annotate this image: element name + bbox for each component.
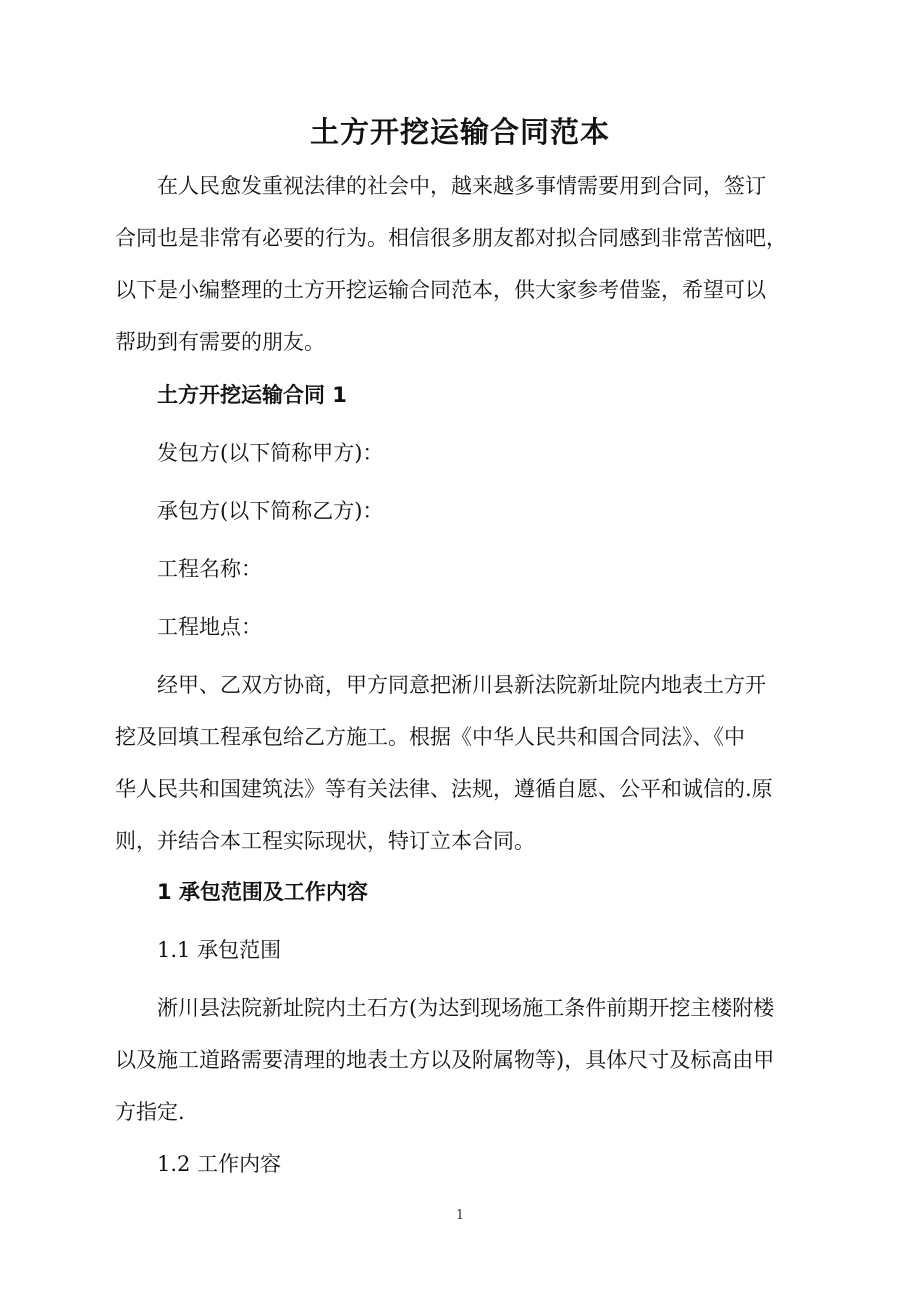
section-1-title: 1 承包范围及工作内容: [157, 880, 368, 904]
party-b-line: [115, 485, 805, 537]
section-1-1-heading: [115, 924, 805, 976]
contract-heading-text: 土方开挖运输合同 1: [157, 383, 347, 407]
project-name-label: 工程名称：: [157, 557, 262, 581]
agreement-line: 挖及回填工程承包给乙方施工。根据《中华人民共和国合同法》、《中: [115, 725, 745, 749]
intro-line: 帮助到有需要的朋友。: [115, 330, 325, 354]
agreement-line: 华人民共和国建筑法》等有关法律、法规，遵循自愿、公平和诚信的.原: [115, 777, 773, 801]
agreement-paragraph: [115, 659, 805, 867]
document-title: 土方开挖运输合同范本: [309, 115, 610, 149]
scope-line: 方指定.: [115, 1100, 185, 1124]
scope-paragraph: [115, 982, 805, 1138]
section-1-heading: [115, 866, 805, 918]
section-1-1-title: 1.1 承包范围: [157, 938, 282, 962]
scope-line: 淅川县法院新址院内土石方(为达到现场施工条件前期开挖主楼附楼: [157, 996, 775, 1020]
party-a-line: [115, 427, 805, 479]
scope-line: 以及施工道路需要清理的地表土方以及附属物等)，具体尺寸及标高由甲: [115, 1048, 775, 1072]
project-location-label: 工程地点：: [157, 615, 262, 639]
agreement-line: 则，并结合本工程实际现状，特订立本合同。: [115, 829, 535, 853]
section-1-2-title: 1.2 工作内容: [157, 1152, 282, 1176]
intro-paragraph: [115, 160, 805, 368]
page-number: 1: [455, 1208, 465, 1223]
section-1-2-heading: [115, 1138, 805, 1190]
intro-line: 以下是小编整理的土方开挖运输合同范本，供大家参考借鉴，希望可以: [115, 278, 766, 302]
intro-line: 在人民愈发重视法律的社会中，越来越多事情需要用到合同，签订: [157, 174, 766, 198]
party-b-label: 承包方(以下简称乙方)：: [157, 499, 384, 523]
project-name-line: [115, 543, 805, 595]
agreement-line: 经甲、乙双方协商，甲方同意把淅川县新法院新址院内地表土方开: [157, 673, 766, 697]
contract-heading: [115, 369, 805, 421]
intro-line: 合同也是非常有必要的行为。相信很多朋友都对拟合同感到非常苦恼吧，: [115, 226, 787, 250]
project-location-line: [115, 601, 805, 653]
party-a-label: 发包方(以下简称甲方)：: [157, 441, 384, 465]
